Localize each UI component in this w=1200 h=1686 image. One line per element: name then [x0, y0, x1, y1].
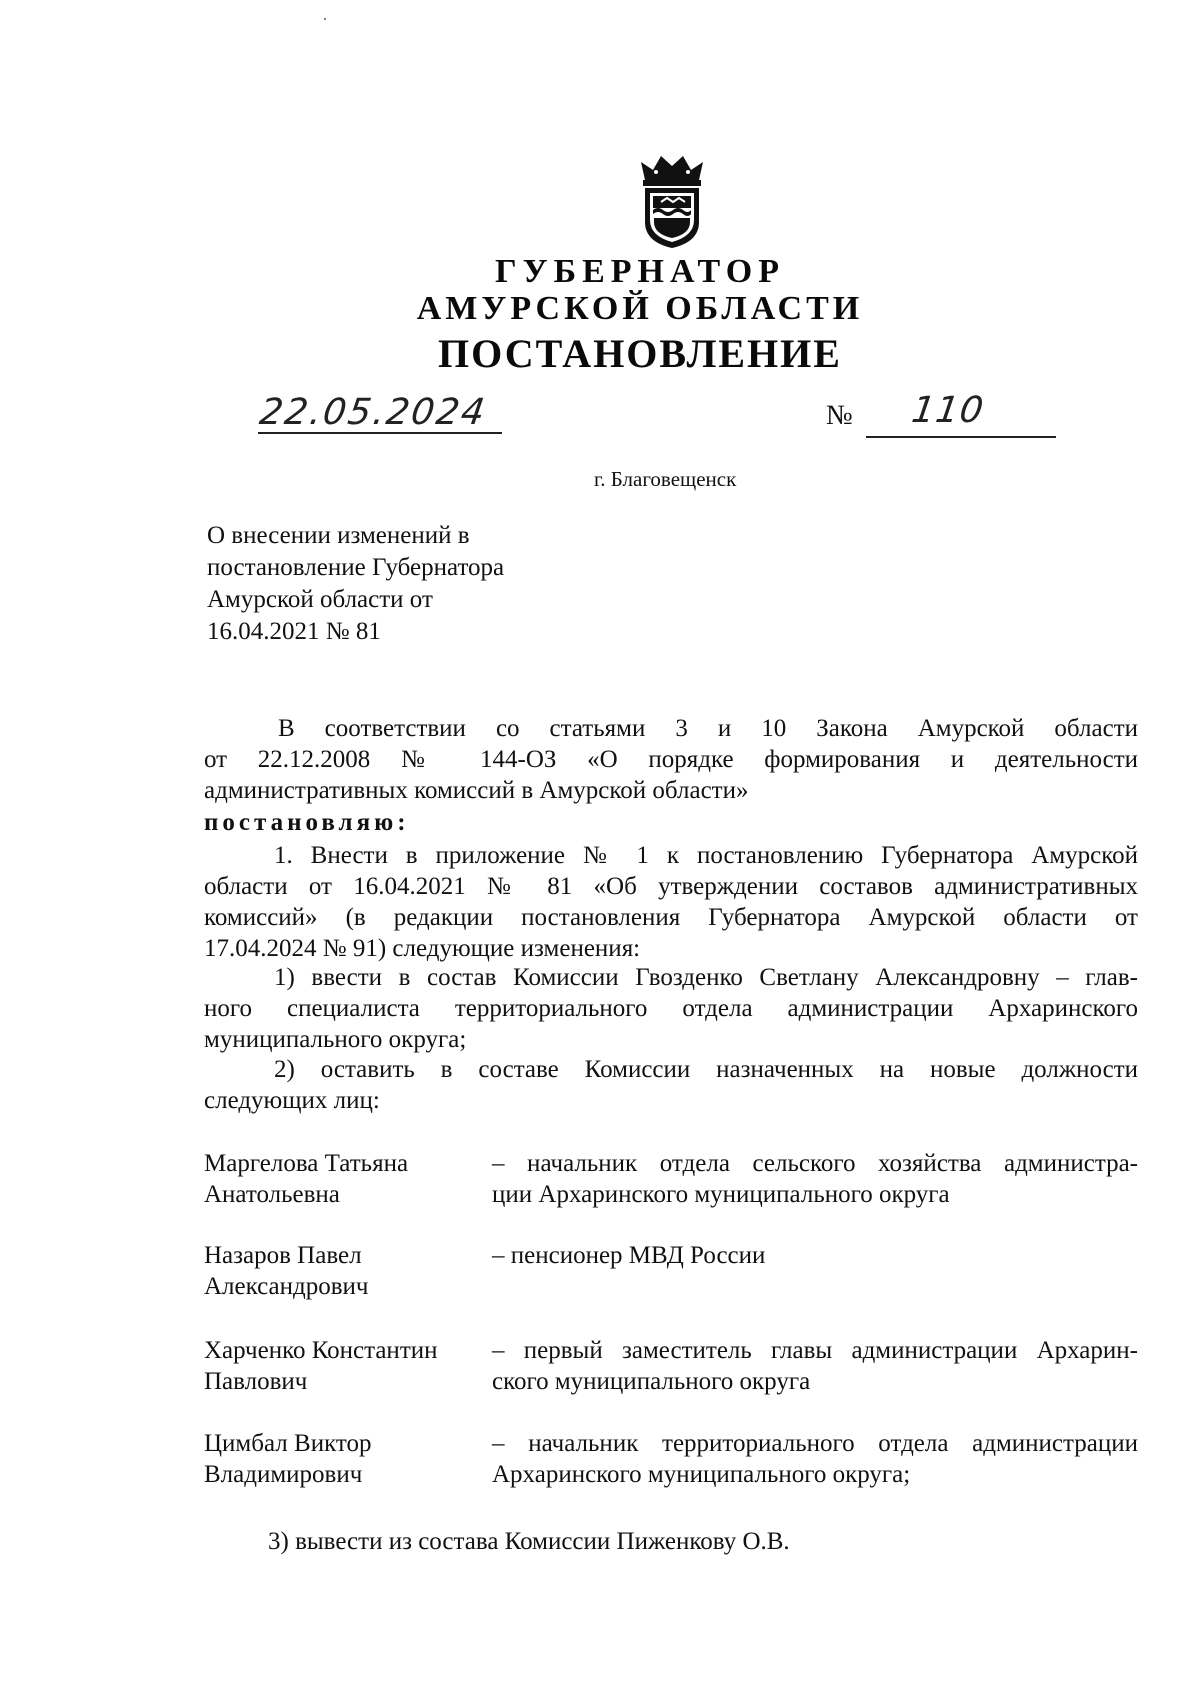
issuer-region: АМУРСКОЙ ОБЛАСТИ	[416, 290, 864, 327]
item-1	[204, 840, 1138, 964]
member-name	[204, 1335, 484, 1397]
subitem-2	[204, 1054, 1138, 1116]
item-1-line: комиссий» (в редакции постановления Губернатора Амурской области от	[204, 904, 1138, 931]
member-name-line: Харченко Константин	[204, 1337, 438, 1364]
subject-line: Амурской области от	[207, 586, 433, 613]
subitem-2-line: 2) оставить в составе Комиссии назначенных на новые должности	[274, 1056, 1138, 1083]
subitem-1	[204, 962, 1138, 1055]
date-underline	[258, 432, 502, 434]
member-name-line: Цимбал Виктор	[204, 1430, 372, 1457]
member-role-line: – первый заместитель главы администрации Архарин-	[492, 1337, 1138, 1364]
subject-line: О внесении изменений в	[207, 522, 470, 549]
issuer-title: ГУБЕРНАТОР	[495, 253, 785, 290]
member-role-line: ции Архаринского муниципального округа	[492, 1181, 950, 1208]
number-label: №	[826, 400, 853, 431]
amur-oblast-coat-of-arms-icon	[631, 150, 713, 250]
item-1-line: области от 16.04.2021 № 81 «Об утверждении составов административных	[204, 873, 1138, 900]
member-role	[492, 1148, 1138, 1210]
decree-block	[204, 807, 1138, 838]
scan-speck	[324, 18, 326, 20]
member-name	[204, 1148, 484, 1210]
member-role-line: – пенсионер МВД России	[492, 1242, 766, 1269]
subject-block	[207, 520, 504, 648]
subject-line: 16.04.2021 № 81	[207, 618, 381, 645]
preamble-line: В соответствии со статьями 3 и 10 Закона Амурской области	[278, 715, 1138, 742]
member-name	[204, 1428, 484, 1490]
document-date: 22.05.2024	[257, 392, 490, 433]
city: г. Благовещенск	[594, 467, 737, 491]
preamble-line: административных комиссий в Амурской области»	[204, 777, 749, 804]
preamble	[204, 713, 1138, 806]
member-name-line: Маргелова Татьяна	[204, 1150, 409, 1177]
preamble-line: от 22.12.2008 № 144-ОЗ «О порядке формирования и деятельности	[204, 746, 1138, 773]
member-role	[492, 1240, 1138, 1271]
member-role-line: – начальник отдела сельского хозяйства администра-	[492, 1150, 1138, 1177]
member-name-line: Владимирович	[204, 1461, 363, 1488]
member-role-line: – начальник территориального отдела администрации	[492, 1430, 1138, 1457]
subitem-1-line: ного специалиста территориального отдела администрации Архаринского	[204, 995, 1138, 1022]
document-type: ПОСТАНОВЛЕНИЕ	[438, 331, 842, 376]
member-name-line: Анатольевна	[204, 1181, 340, 1208]
decree-word: постановляю:	[204, 809, 410, 836]
subitem-1-line: муниципального округа;	[204, 1026, 467, 1053]
number-underline	[866, 436, 1056, 438]
member-name-line: Назаров Павел	[204, 1242, 362, 1269]
member-role-line: ского муниципального округа	[492, 1368, 811, 1395]
member-role-line: Архаринского муниципального округа;	[492, 1461, 911, 1488]
member-name	[204, 1240, 484, 1302]
member-role	[492, 1335, 1138, 1397]
subitem-1-line: 1) ввести в состав Комиссии Гвозденко Светлану Александровну – глав-	[274, 964, 1138, 991]
member-name-line: Александрович	[204, 1273, 369, 1300]
subject-line: постановление Губернатора	[207, 554, 505, 581]
member-role	[492, 1428, 1138, 1490]
subitem-2-line: следующих лиц:	[204, 1087, 380, 1114]
item-1-line: 1. Внести в приложение № 1 к постановлению Губернатора Амурской	[274, 842, 1138, 869]
document-number: 110	[909, 390, 987, 431]
member-name-line: Павлович	[204, 1368, 308, 1395]
subitem-3: 3) вывести из состава Комиссии Пиженкову О.В.	[268, 1528, 790, 1555]
item-1-line: 17.04.2024 № 91) следующие изменения:	[204, 935, 641, 962]
